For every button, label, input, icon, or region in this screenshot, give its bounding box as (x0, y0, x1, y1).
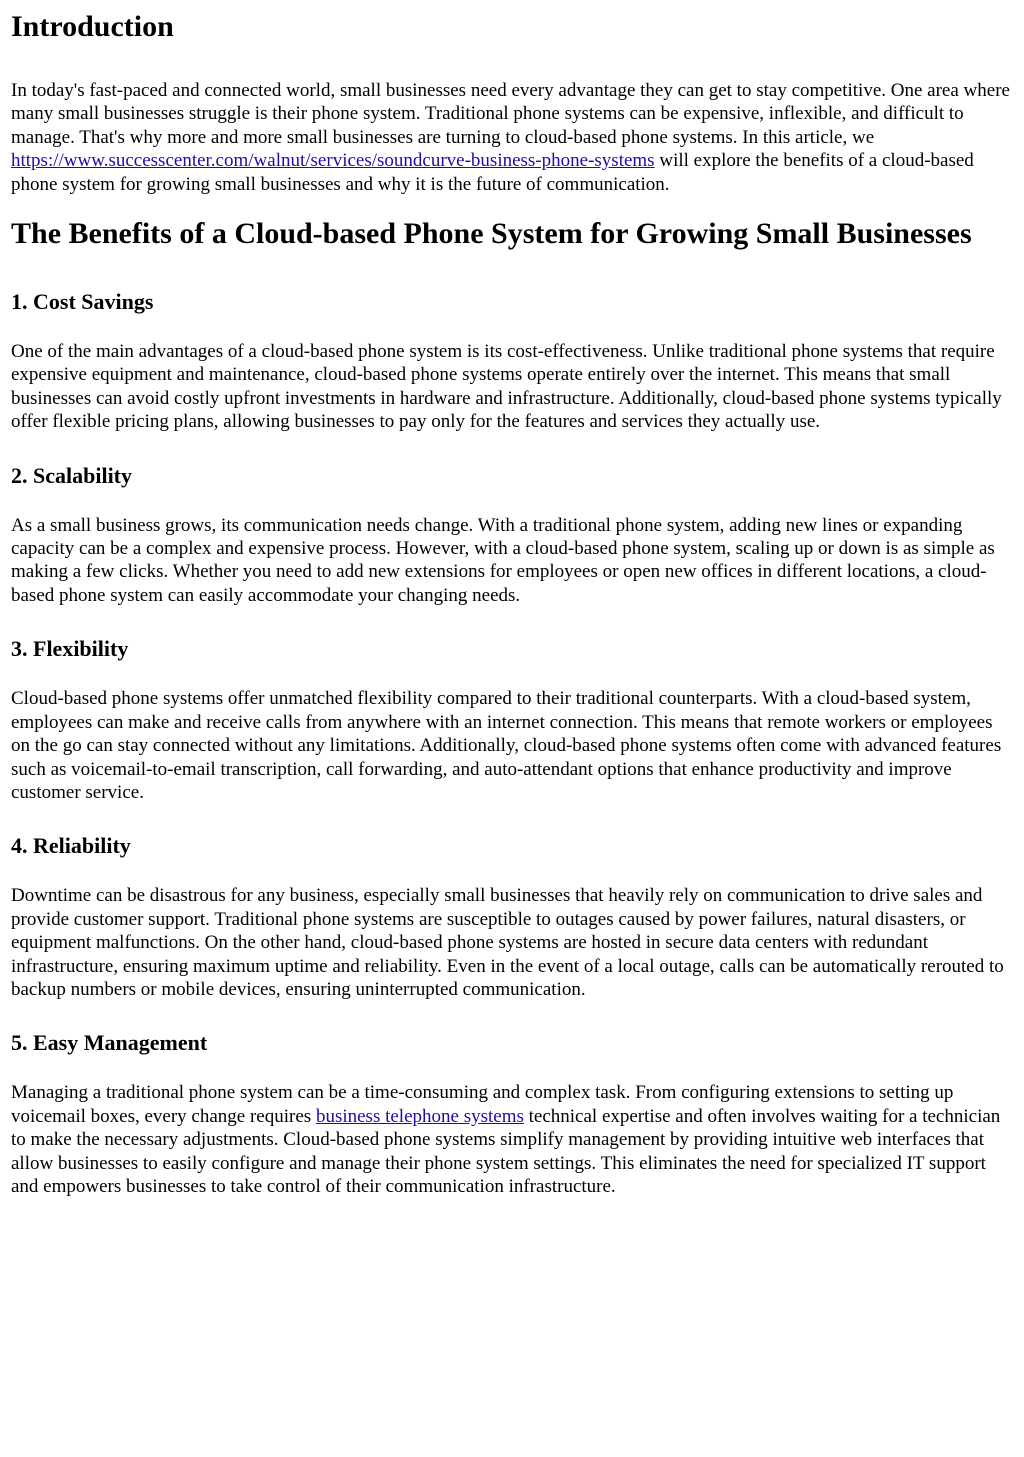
section-heading-cost-savings: 1. Cost Savings (11, 289, 154, 315)
intro-text-after-link: will explore the benefits of a cloud-based phone system for growing small businesses and why it is the future of communication. (11, 150, 974, 195)
successcenter-link[interactable]: https://www.successcenter.com/walnut/services/soundcurve-business-phone-systems (11, 150, 655, 172)
intro-heading: Introduction (11, 10, 174, 43)
section-heading-easy-management: 5. Easy Management (11, 1030, 208, 1056)
business-telephone-systems-link[interactable]: business telephone systems (315, 1105, 524, 1127)
section-heading-scalability: 2. Scalability (11, 462, 133, 488)
section-text-scalability: As a small business grows, its communication needs change. With a traditional phone system, adding new lines or expanding capacity can be a complex and expensive process. However, with a cloud-based phone system, scaling up or down is as simple as making a few clicks. Whether you need to add new extensions for employees or open new offices in different locations, a cloud-based phone system can easily accommodate your changing needs. (11, 514, 995, 606)
section-text-easy-management (11, 1081, 1014, 1198)
intro-paragraph (11, 79, 1014, 196)
easy-management-text-after-link: technical expertise and often involves waiting for a technician to make the necessary adjustments. Cloud-based phone systems simplify management by providing intuitive web interfaces that allow businesses to easily configure and manage their phone system settings. This eliminates the need for specialized IT support and empowers businesses to take control of their communication infrastructure. (11, 1105, 1001, 1197)
section-heading-reliability: 4. Reliability (11, 833, 131, 859)
intro-text-before-link: In today's fast-paced and connected world, small businesses need every advantage they can get to stay competitive. One area where many small businesses struggle is their phone system. Traditional phone systems can be expensive, inflexible, and difficult to manage. That's why more and more small businesses are turning to cloud-based phone systems. In this article, we (11, 80, 1010, 148)
section-heading-flexibility: 3. Flexibility (11, 636, 129, 662)
section-text-reliability: Downtime can be disastrous for any business, especially small businesses that heavily rely on communication to drive sales and provide customer support. Traditional phone systems are susceptible to outages caused by power failures, natural disasters, or equipment malfunctions. On the other hand, cloud-based phone systems are hosted in secure data centers with redundant infrastructure, ensuring maximum uptime and reliability. Even in the event of a local outage, calls can be automatically rerouted to backup numbers or mobile devices, ensuring uninterrupted communication. (11, 885, 1004, 1000)
easy-management-text-before-link: Managing a traditional phone system can be a time-consuming and complex task. From configuring extensions to setting up voicemail boxes, every change requires (11, 1082, 954, 1127)
section-text-cost-savings: One of the main advantages of a cloud-based phone system is its cost-effectiveness. Unlike traditional phone systems that require expensive equipment and maintenance, cloud-based phone systems operate entirely over the internet. This means that small businesses can avoid costly upfront investments in hardware and infrastructure. Additionally, cloud-based phone systems typically offer flexible pricing plans, allowing businesses to pay only for the features and services they actually use. (11, 341, 1002, 433)
document-page (0, 9, 1024, 1198)
main-heading: The Benefits of a Cloud-based Phone System for Growing Small Businesses (11, 217, 972, 251)
section-text-flexibility: Cloud-based phone systems offer unmatched flexibility compared to their traditional counterparts. With a cloud-based system, employees can make and receive calls from anywhere with an internet connection. This means that remote workers or employees on the go can stay connected without any limitations. Additionally, cloud-based phone systems often come with advanced features such as voicemail-to-email transcription, call forwarding, and auto-attendant options that enhance productivity and improve customer service. (11, 688, 1002, 803)
